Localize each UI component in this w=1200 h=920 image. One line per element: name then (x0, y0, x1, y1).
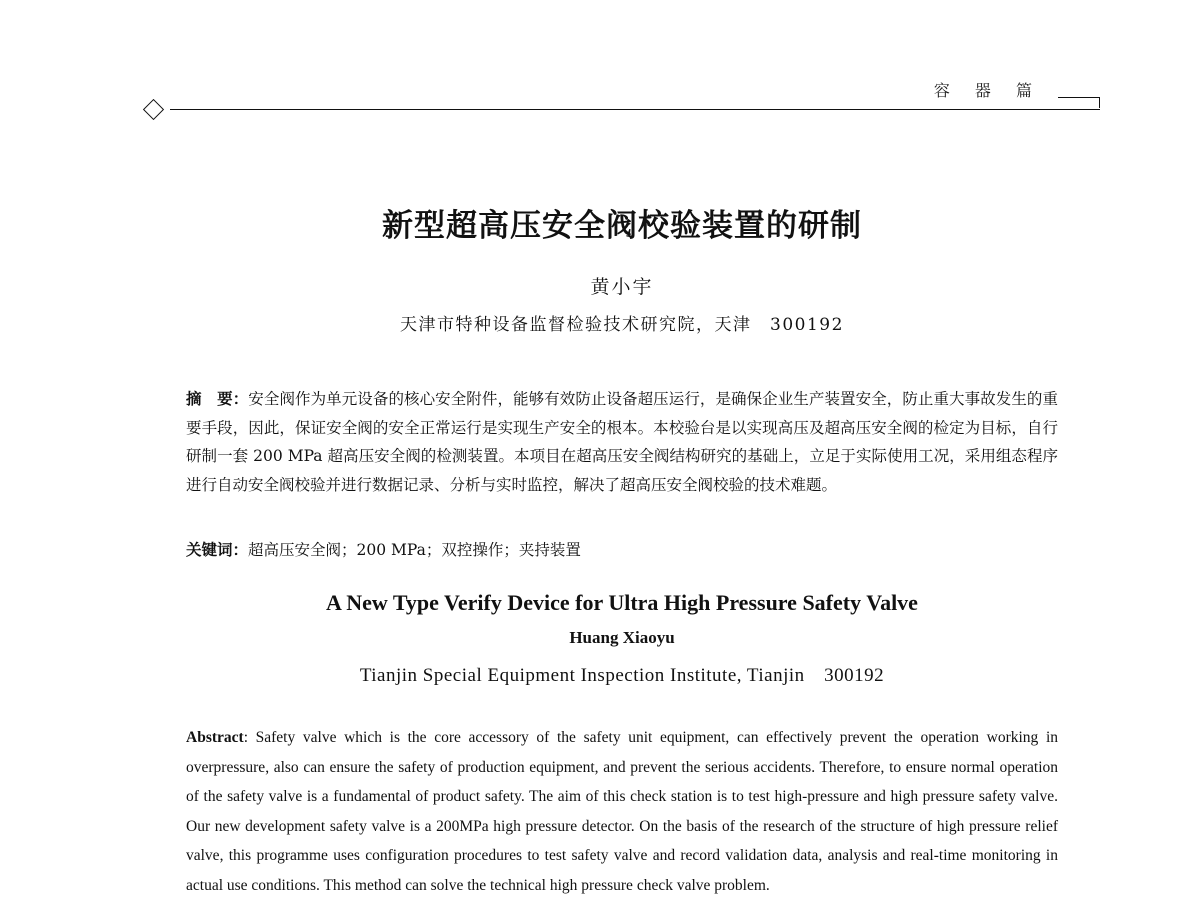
keywords-cn (186, 536, 1058, 564)
abstract-en (186, 723, 1058, 900)
abstract-cn (186, 385, 1058, 499)
abstract-cn-text: 安全阀作为单元设备的核心安全附件，能够有效防止设备超压运行，是确保企业生产装置安全，防止重大事故发生的重要手段，因此，保证安全阀的安全正常运行是实现生产安全的根本。本校验台是以实现高压及超高压安全阀的检定为目标，自行研制一套 200 MPa 超高压安全阀的检测装置。本项目在超高压安全阀结构研究的基础上，立足于实际使用工况，采用组态程序进行自动安全阀校验并进行数据记录、分析与实时监控，解决了超高压安全阀校验的技术难题。 (186, 390, 1058, 494)
keywords-cn-label: 关键词： (186, 541, 249, 559)
paper-title-cn: 新型超高压安全阀校验装置的研制 (382, 208, 862, 244)
diamond-icon (143, 99, 164, 120)
author-en: Huang Xiaoyu (569, 628, 675, 647)
paper-title-en: A New Type Verify Device for Ultra High Pressure Safety Valve (326, 590, 918, 615)
header-rule (170, 109, 1100, 110)
affiliation-en: Tianjin Special Equipment Inspection Institute, Tianjin 300192 (359, 665, 885, 686)
abstract-en-label: Abstract (186, 729, 244, 746)
abstract-cn-label: 摘 要： (186, 390, 249, 408)
author-cn: 黄小宇 (590, 276, 654, 298)
header-rule-right (1058, 97, 1100, 108)
abstract-en-text: : Safety valve which is the core accessory of the safety unit equipment, can effectively prevent the operation working in overpressure, also can ensure the safety of production equipment, and prevent the serious accidents. Therefore, to ensure normal operation of the safety valve is a fundamental of product safety. The aim of this check station is to test high-pressure and high pressure safety valve. Our new development safety valve is a 200MPa high pressure detector. On the basis of the research of the structure of high pressure relief valve, this programme uses configuration procedures to test safety valve and record validation data, analysis and real-time monitoring in actual use conditions. This method can solve the technical high pressure check valve problem. (186, 729, 1058, 894)
header-section-label: 容 器 篇 (933, 81, 1042, 100)
keywords-cn-text: 超高压安全阀；200 MPa；双控操作；夹持装置 (248, 541, 581, 559)
affiliation-cn: 天津市特种设备监督检验技术研究院，天津 300192 (400, 315, 844, 335)
